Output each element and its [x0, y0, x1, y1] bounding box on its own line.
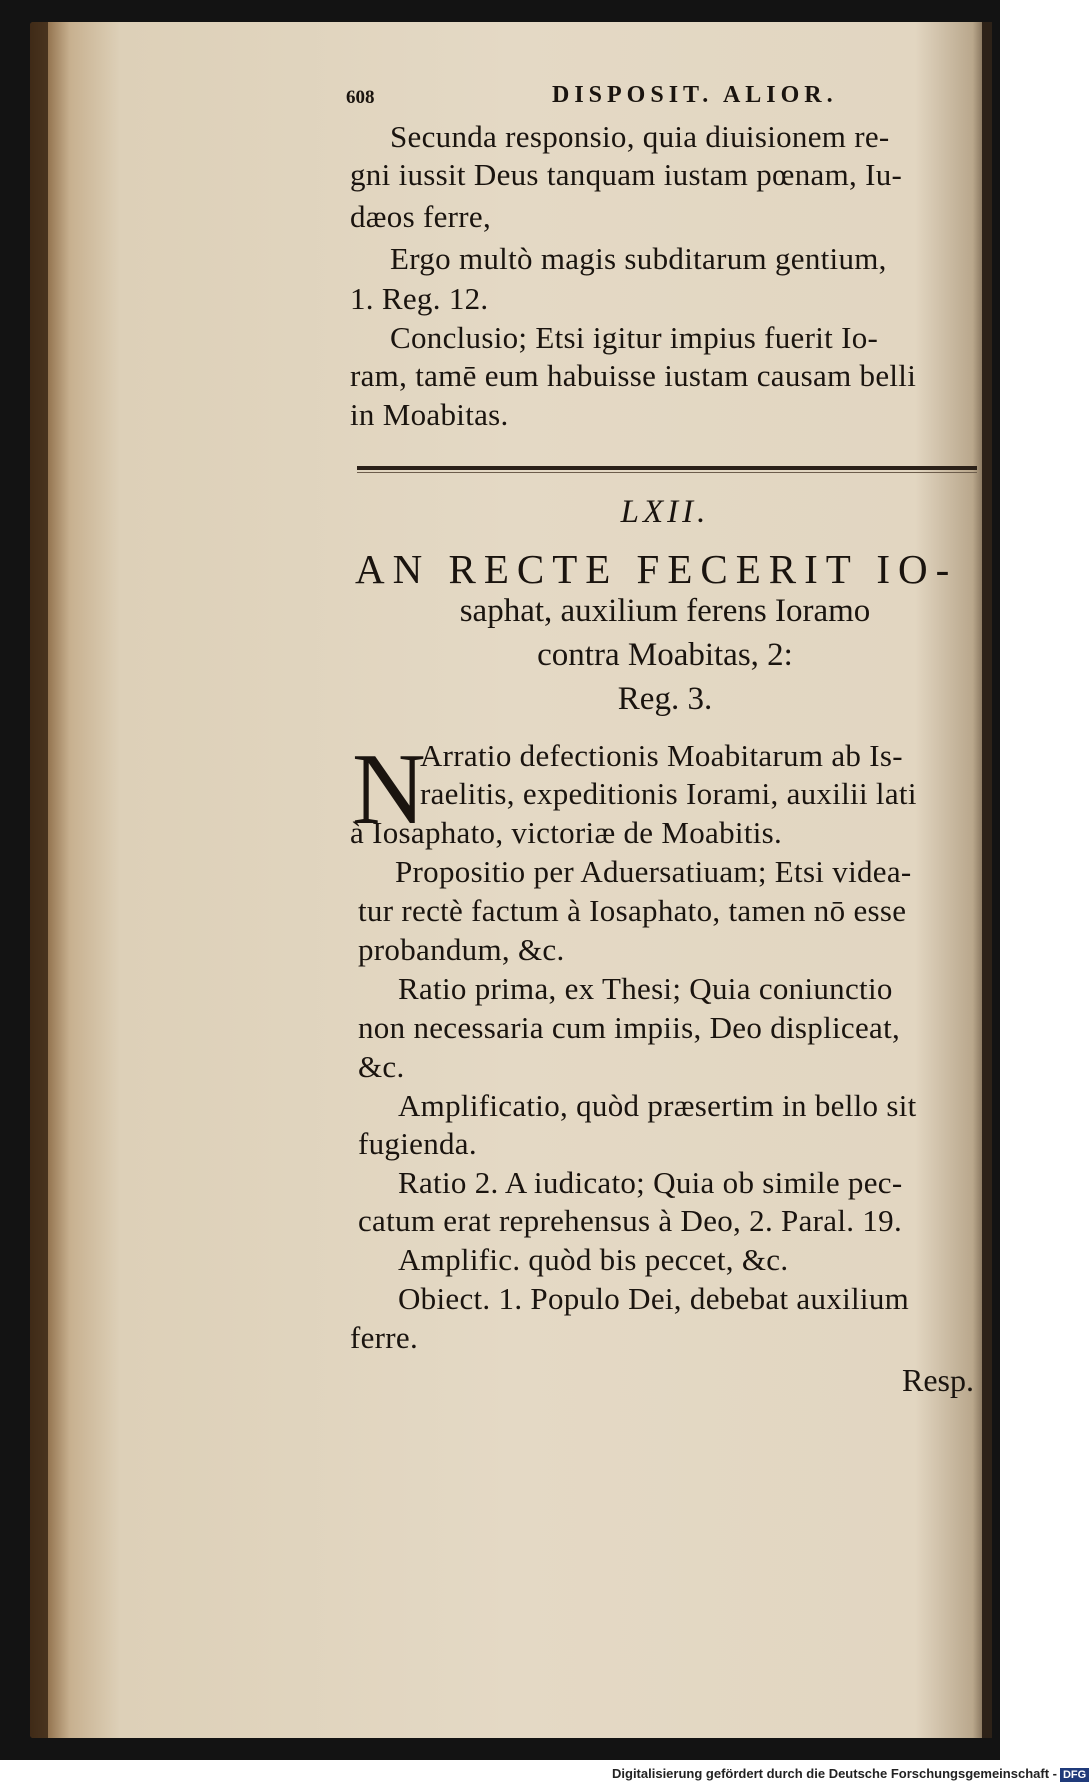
- dfg-logo: DFG: [1060, 1768, 1089, 1782]
- section-number: LXII.: [620, 494, 710, 530]
- upper-line: dæos ferre,: [350, 199, 492, 234]
- upper-line: Conclusio; Etsi igitur impius fuerit Io-: [390, 320, 879, 355]
- upper-line: Ergo multò magis subditarum gentium,: [390, 241, 887, 276]
- digitization-credit: [612, 1766, 1089, 1782]
- body-line: fugienda.: [358, 1126, 477, 1161]
- body-line: catum erat reprehensus à Deo, 2. Paral. 19.: [358, 1203, 903, 1238]
- body-line: à Iosaphato, victoriæ de Moabitis.: [350, 815, 783, 850]
- running-title: DISPOSIT. ALIOR.: [552, 82, 838, 108]
- body-line: &c.: [358, 1049, 405, 1084]
- body-line: raelitis, expeditionis Iorami, auxilii lati: [420, 776, 917, 811]
- body-line: Ratio prima, ex Thesi; Quia coniunctio: [398, 971, 893, 1006]
- body-line: non necessaria cum impiis, Deo displiceat,: [358, 1010, 901, 1045]
- upper-line: 1. Reg. 12.: [350, 281, 489, 316]
- section-rule: [357, 466, 977, 470]
- section-title-line-4: Reg. 3.: [617, 681, 713, 717]
- section-title-line-3: contra Moabitas, 2:: [537, 637, 793, 673]
- page-number: 608: [346, 87, 375, 108]
- body-line: probandum, &c.: [358, 932, 565, 967]
- section-rule-thin: [357, 472, 977, 473]
- section-title-line-2: saphat, auxilium ferens Ioramo: [459, 593, 871, 629]
- body-line: Ratio 2. A iudicato; Quia ob simile pec-: [398, 1165, 903, 1200]
- upper-line: in Moabitas.: [350, 397, 509, 432]
- body-line: Amplificatio, quòd præsertim in bello sit: [398, 1088, 917, 1123]
- footer-text: Digitalisierung gefördert durch die Deutsche Forschungsgemeinschaft -: [612, 1766, 1057, 1781]
- body-line: Propositio per Aduersatiuam; Etsi videa-: [395, 854, 912, 889]
- body-line: Obiect. 1. Populo Dei, debebat auxilium: [398, 1281, 910, 1316]
- upper-line: Secunda responsio, quia diuisionem re-: [390, 119, 890, 154]
- body-line: tur rectè factum à Iosaphato, tamen nō esse: [358, 893, 907, 928]
- body-line: Amplific. quòd bis peccet, &c.: [398, 1242, 789, 1277]
- upper-line: gni iussit Deus tanquam iustam pœnam, Iu-: [350, 157, 903, 192]
- upper-line: ram, tamē eum habuisse iustam causam belli: [350, 358, 917, 393]
- drop-cap: N: [352, 733, 426, 846]
- body-line: ferre.: [350, 1320, 419, 1355]
- catchword: Resp.: [902, 1362, 974, 1398]
- body-line: Arratio defectionis Moabitarum ab Is-: [420, 738, 903, 773]
- section-title-line-1: AN RECTE FECERIT IO-: [355, 546, 958, 592]
